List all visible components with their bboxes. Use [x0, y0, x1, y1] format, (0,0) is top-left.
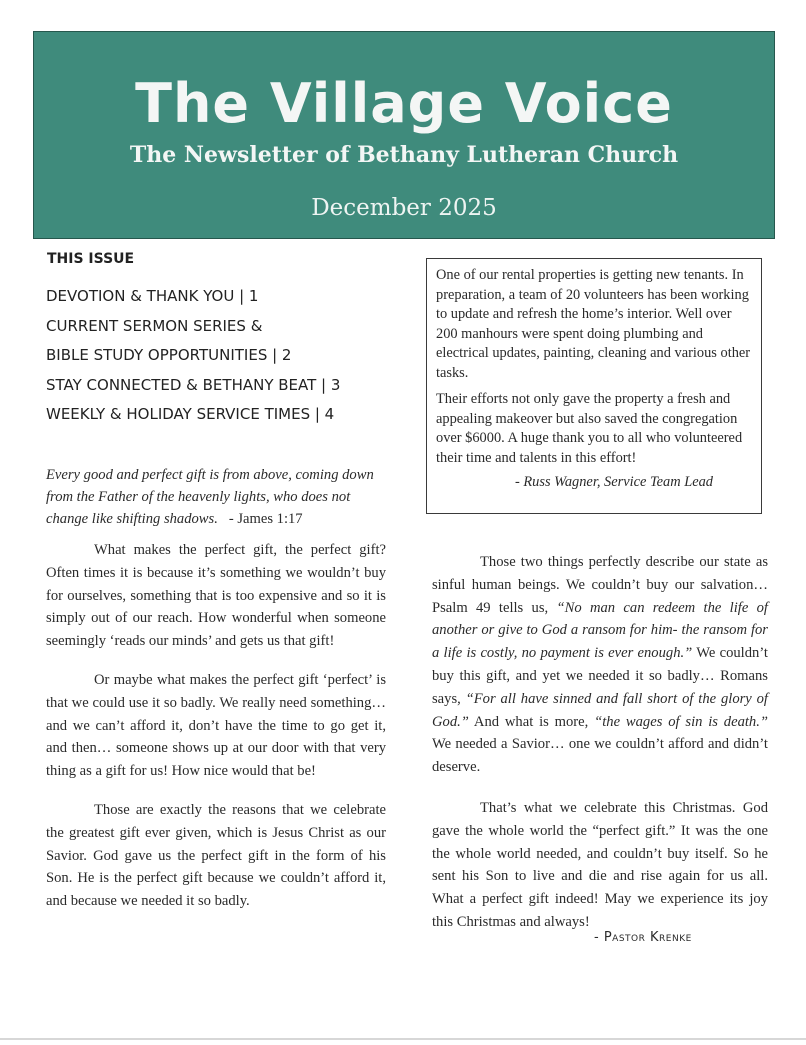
paragraph-text: We couldn’t buy this gift, and yet we needed it so badly… Romans says, [432, 645, 768, 707]
toc-item: STAY CONNECTED & BETHANY BEAT | 3 [46, 375, 341, 394]
paragraph-text: And what is more, [468, 713, 595, 730]
callout-signature: - Russ Wagner, Service Team Lead [515, 474, 713, 490]
scripture-quote: “the wages of sin is death.” [594, 713, 768, 730]
callout-paragraph: Their efforts not only gave the property a fresh and appealing makeover but also saved the congregation over $6000. A huge thank you to all who volunteered their time and talents in this effort! [436, 391, 743, 466]
toc-item: DEVOTION & THANK YOU | 1 [46, 287, 259, 305]
volunteer-thank-you-box [426, 258, 762, 514]
pastor-signoff: - Pastor Krenke [594, 930, 692, 945]
paragraph-text: Those two things perfectly describe our state as sinful human beings. We couldn’t buy our salvation… Psalm 49 tells us, [432, 554, 768, 616]
devotion-paragraph: Or maybe what makes the perfect gift ‘perfect’ is that we could use it so badly. We really need something… and we can’t afford it, don’t have the time to go get it, and then… someone shows up at our door with that very thing as a gift for us! How nice would that be! [46, 671, 386, 780]
callout-paragraph: One of our rental properties is getting new tenants. In preparation, a team of 20 volunteers has been working to update and refresh the home’s interior. Well over 200 manhours were spent doing plumbing and electrical updates, painting, cleaning and various other tasks. [436, 267, 751, 381]
devotion-paragraph: That’s what we celebrate this Christmas. God gave the whole world the “perfect gift.” It was the one the whole world needed, and couldn’t buy itself. So he sent his Son to live and die and rise again for us all. What a perfect gift indeed! May we experience its joy this Christmas and always! [432, 799, 768, 930]
newsletter-title: The Village Voice [135, 72, 673, 135]
toc-item: WEEKLY & HOLIDAY SERVICE TIMES | 4 [46, 405, 335, 423]
toc-item: CURRENT SERMON SERIES & [46, 316, 263, 335]
devotion-paragraph: Those are exactly the reasons that we celebrate the greatest gift ever given, which is Jesus Christ as our Savior. God gave us the perfect gift in the form of his Son. He is the perfect gift because we couldn’t afford it, and because we needed it so badly. [46, 801, 386, 910]
this-issue-heading: THIS ISSUE [47, 251, 135, 267]
devotion-paragraph [432, 551, 768, 779]
table-of-contents [46, 282, 406, 430]
verse-reference: - James 1:17 [228, 511, 303, 527]
devotion-paragraph: What makes the perfect gift, the perfect gift? Often times it is because it’s something we wouldn’t buy for ourselves, something that is too expensive and so it is simply out of our reach. How wonderful when someone seemingly ‘reads our minds’ and gets us that gift! [46, 542, 386, 650]
paragraph-text: We needed a Savior… one we couldn’t afford and didn’t deserve. [432, 736, 768, 776]
masthead-banner [33, 31, 775, 239]
verse-text: Every good and perfect gift is from above, coming down from the Father of the heavenly lights, who does not change like shifting shadows. [46, 467, 374, 527]
toc-item: BIBLE STUDY OPPORTUNITIES | 2 [46, 346, 292, 364]
page-bottom-edge [0, 1038, 806, 1040]
newsletter-subtitle: The Newsletter of Bethany Lutheran Church [129, 142, 679, 168]
scripture-quote: “No man can redeem the life of another or give to God a ransom for him- the ransom for a life is costly, no payment is ever enough.” [432, 599, 768, 662]
scripture-quote: “For all have sinned and fall short of the glory of God.” [432, 690, 768, 730]
scripture-verse [46, 464, 396, 530]
devotion-right-column [432, 551, 768, 950]
issue-date: December 2025 [311, 195, 497, 221]
devotion-left-column [46, 539, 386, 929]
